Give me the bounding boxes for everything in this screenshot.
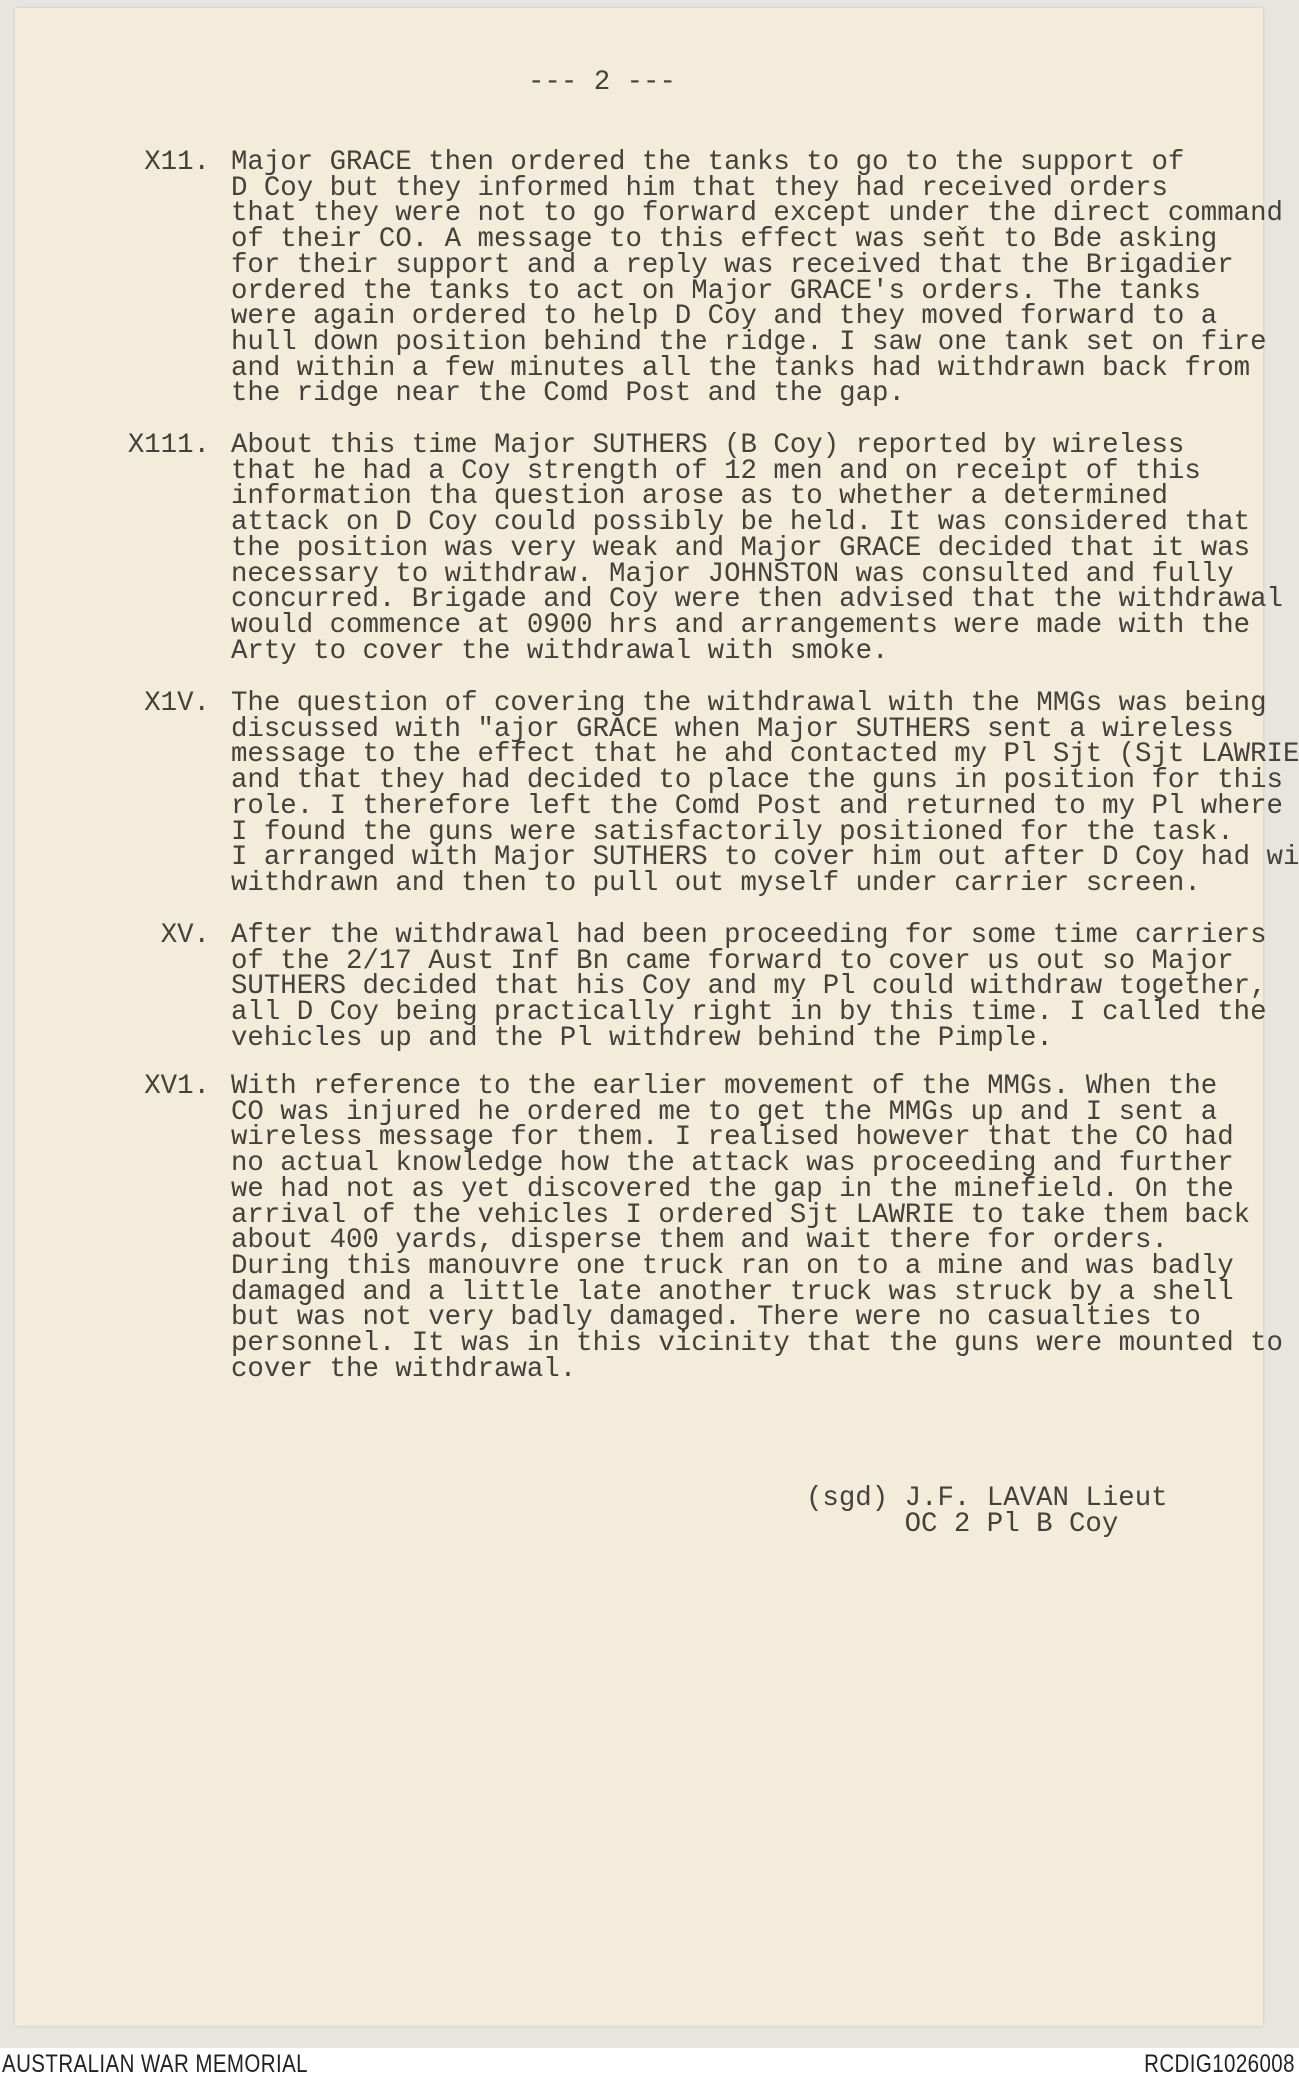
text-line: of their CO. A message to this effect was seňt to Bde asking	[231, 224, 1218, 256]
text-line: necessary to withdraw. Major JOHNSTON was consulted and fully	[231, 558, 1234, 590]
paragraph-text	[231, 1071, 1283, 1385]
paragraph-text	[231, 430, 1283, 667]
text-line: the position was very weak and Major GRACE decided that it was	[231, 532, 1251, 564]
text-line: and within a few minutes all the tanks had withdrawn back from	[231, 352, 1251, 384]
text-line: that they were not to go forward except under the direct command	[231, 198, 1283, 230]
text-line: D Coy but they informed him that they had received orders	[231, 172, 1168, 204]
text-line: wireless message for them. I realised however that the CO had	[231, 1122, 1234, 1154]
footer-institution: AUSTRALIAN WAR MEMORIAL	[2, 2050, 308, 2078]
text-line: all D Coy being practically right in by this time. I called the	[231, 997, 1267, 1029]
paragraph-number: X1V.	[144, 688, 210, 719]
text-line: would commence at 0900 hrs and arrangements were made with the	[231, 609, 1251, 641]
paragraph-text	[231, 920, 1267, 1054]
text-line: During this manouvre one truck ran on to a mine and was badly	[231, 1250, 1234, 1282]
paragraph-number: XV.	[160, 920, 210, 951]
paragraph-text	[231, 688, 1299, 899]
text-line: arrival of the vehicles I ordered Sjt LAWRIE to take them back	[231, 1199, 1251, 1231]
text-line: personnel. It was in this vicinity that the guns were mounted to	[231, 1328, 1283, 1360]
paragraph-text	[231, 147, 1283, 410]
text-line: The question of covering the withdrawal with the MMGs was being	[231, 688, 1267, 719]
text-line: attack on D Coy could possibly be held. It was considered that	[231, 507, 1251, 539]
text-line: Major GRACE then ordered the tanks to go to the support of	[231, 147, 1185, 178]
text-line: SUTHERS decided that his Coy and my Pl could withdraw together,	[231, 971, 1267, 1003]
text-line: the ridge near the Comd Post and the gap.	[231, 378, 905, 410]
text-line: After the withdrawal had been proceeding for some time carriers	[231, 920, 1267, 951]
text-line: message to the effect that he ahd contacted my Pl Sjt (Sjt LAWRIE	[231, 739, 1299, 771]
text-line: Arty to cover the withdrawal with smoke.	[231, 635, 889, 667]
text-line: cover the withdrawal.	[231, 1353, 577, 1385]
paragraph-number: XV1.	[144, 1071, 210, 1102]
paragraph-number: X111.	[127, 430, 210, 461]
text-line: With reference to the earlier movement of the MMGs. When the	[231, 1071, 1218, 1102]
text-line: we had not as yet discovered the gap in the minefield. On the	[231, 1173, 1234, 1205]
text-line: About this time Major SUTHERS (B Coy) reported by wireless	[231, 430, 1185, 461]
text-line: concurred. Brigade and Coy were then advised that the withdrawal	[231, 584, 1283, 616]
signature-line-2: OC 2 Pl B Coy	[806, 1509, 1119, 1540]
text-line: withdrawn and then to pull out myself under carrier screen.	[231, 867, 1201, 899]
page-number-header: --- 2 ---	[528, 67, 676, 98]
text-line: I found the guns were satisfactorily positioned for the task.	[231, 816, 1234, 848]
text-line: no actual knowledge how the attack was proceeding and further	[231, 1148, 1234, 1180]
text-line: role. I therefore left the Comd Post and returned to my Pl where	[231, 790, 1283, 822]
text-line: ordered the tanks to act on Major GRACE's orders. The tanks	[231, 275, 1201, 307]
text-line: but was not very badly damaged. There were no casualties to	[231, 1302, 1201, 1334]
text-line: for their support and a reply was received that the Brigadier	[231, 249, 1234, 281]
text-line: were again ordered to help D Coy and they moved forward to a	[231, 301, 1218, 333]
text-line: damaged and a little late another truck was struck by a shell	[231, 1276, 1234, 1308]
footer-record-id: RCDIG1026008	[1144, 2050, 1295, 2078]
text-line: and that they had decided to place the guns in position for this	[231, 765, 1283, 797]
text-line: discussed with "ajor GRACE when Major SUTHERS sent a wireless	[231, 713, 1234, 745]
paragraph-number: X11.	[144, 147, 210, 178]
text-line: CO was injured he ordered me to get the MMGs up and I sent a	[231, 1096, 1218, 1128]
text-line: hull down position behind the ridge. I saw one tank set on fire	[231, 326, 1267, 358]
text-line: information tha question arose as to whether a determined	[231, 481, 1168, 513]
text-line: I arranged with Major SUTHERS to cover him out after D Coy had wi	[231, 842, 1299, 874]
text-line: about 400 yards, disperse them and wait there for orders.	[231, 1225, 1168, 1257]
text-line: that he had a Coy strength of 12 men and on receipt of this	[231, 455, 1201, 487]
text-line: vehicles up and the Pl withdrew behind the Pimple.	[231, 1022, 1053, 1054]
signature-line-1: (sgd) J.F. LAVAN Lieut	[806, 1483, 1168, 1514]
text-line: of the 2/17 Aust Inf Bn came forward to cover us out so Major	[231, 945, 1234, 977]
